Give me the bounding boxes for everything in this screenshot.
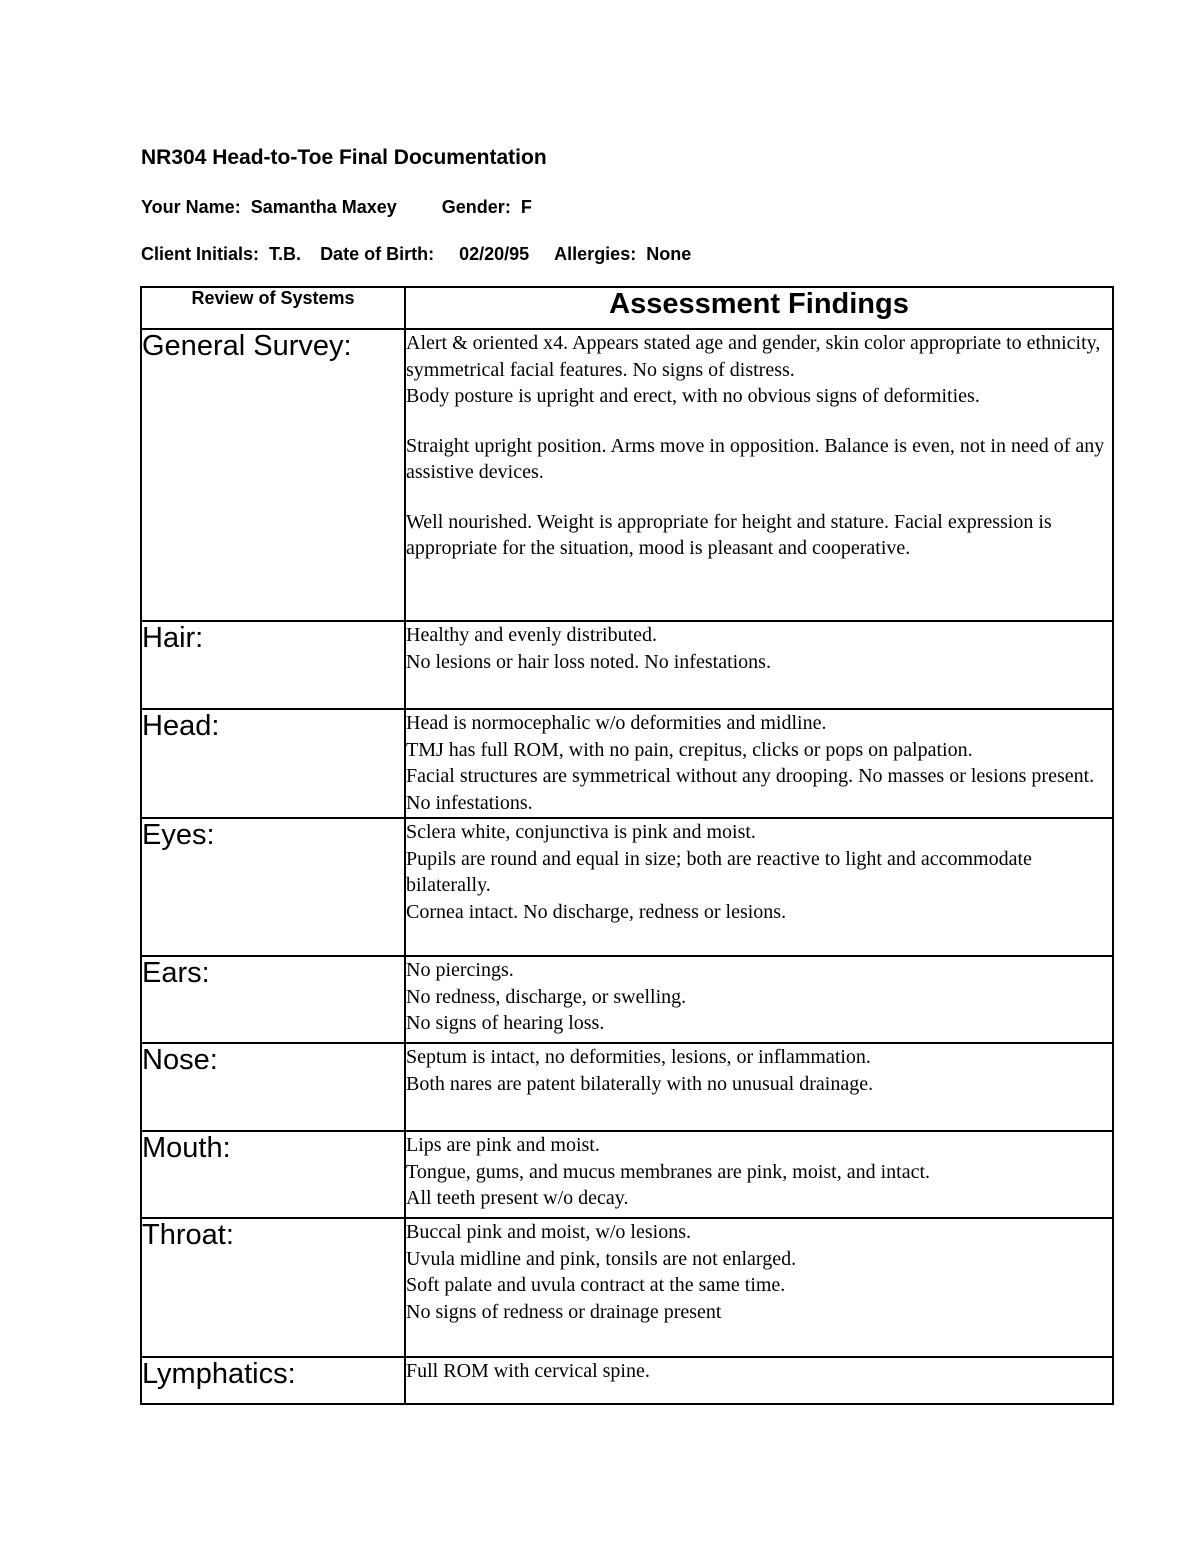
finding-line: No signs of redness or drainage present [406, 1300, 722, 1323]
finding-line: Tongue, gums, and mucus membranes are pink, moist, and intact. [406, 1160, 931, 1183]
gender-value: F [520, 197, 532, 217]
finding-line: Healthy and evenly distributed. [406, 624, 658, 646]
table-row [141, 956, 1113, 1043]
finding-line: Septum is intact, no deformities, lesions, or inflammation. [406, 1046, 871, 1068]
finding-line: Alert & oriented x4. Appears stated age and gender, skin color appropriate to ethnicity, symmetrical facial features. No signs of distress. [406, 332, 1101, 381]
finding-line: Well nourished. Weight is appropriate for height and stature. Facial expression is appropriate for the situation, mood is pleasant and cooperative. [406, 510, 1052, 559]
assessment-findings-header: Assessment Findings [405, 287, 1113, 329]
client-initials-value: T.B. [269, 244, 302, 264]
student-info-row [141, 197, 532, 218]
findings-cell [405, 1043, 1113, 1131]
finding-line: Uvula midline and pink, tonsils are not enlarged. [406, 1247, 797, 1270]
system-label: Hair: [141, 621, 405, 709]
finding-line: TMJ has full ROM, with no pain, crepitus, clicks or pops on palpation. [406, 738, 973, 761]
table-row [141, 1131, 1113, 1218]
table-row [141, 621, 1113, 709]
system-label: Mouth: [141, 1131, 405, 1218]
system-label: Throat: [141, 1218, 405, 1357]
finding-line: No redness, discharge, or swelling. [406, 985, 687, 1008]
finding-line: No signs of hearing loss. [406, 1012, 605, 1034]
name-value: Samantha Maxey [250, 197, 397, 217]
finding-line: Pupils are round and equal in size; both are reactive to light and accommodate bilaterally. [406, 847, 1032, 896]
document-title: NR304 Head-to-Toe Final Documentation [141, 146, 547, 169]
finding-line: Soft palate and uvula contract at the same time. [406, 1274, 786, 1296]
finding-line: Straight upright position. Arms move in opposition. Balance is even, not in need of any assistive devices. [406, 434, 1105, 483]
table-row [141, 709, 1113, 818]
finding-line: Head is normocephalic w/o deformities and midline. [406, 712, 827, 734]
review-of-systems-header: Review of Systems [141, 287, 405, 329]
finding-line: Buccal pink and moist, w/o lesions. [406, 1221, 691, 1243]
finding-line: Body posture is upright and erect, with no obvious signs of deformities. [406, 385, 980, 407]
dob-label: Date of Birth: [320, 244, 435, 264]
findings-cell [405, 1131, 1113, 1218]
findings-cell [405, 621, 1113, 709]
table-row [141, 818, 1113, 956]
findings-cell [405, 709, 1113, 818]
client-info-row [141, 244, 691, 265]
dob-value: 02/20/95 [459, 244, 530, 264]
finding-line: Both nares are patent bilaterally with no unusual drainage. [406, 1072, 874, 1095]
allergies-label: Allergies: [554, 244, 637, 264]
finding-line: Facial structures are symmetrical without any drooping. No masses or lesions present. No infestations. [406, 765, 1095, 814]
system-label: General Survey: [141, 329, 405, 621]
finding-line: Sclera white, conjunctiva is pink and moist. [406, 821, 756, 843]
findings-cell [405, 1218, 1113, 1357]
table-row [141, 1043, 1113, 1131]
finding-line: All teeth present w/o decay. [406, 1187, 629, 1209]
finding-line: Lips are pink and moist. [406, 1134, 600, 1156]
system-label: Ears: [141, 956, 405, 1043]
findings-cell [405, 818, 1113, 956]
table-row [141, 329, 1113, 621]
finding-line: Full ROM with cervical spine. [406, 1360, 650, 1382]
finding-line: No lesions or hair loss noted. No infestations. [406, 650, 771, 673]
table-row [141, 1218, 1113, 1357]
finding-line: Cornea intact. No discharge, redness or lesions. [406, 900, 787, 923]
findings-cell [405, 329, 1113, 621]
gender-label: Gender: [441, 197, 511, 217]
findings-cell [405, 1357, 1113, 1404]
name-label: Your Name: [141, 197, 241, 217]
findings-cell [405, 956, 1113, 1043]
system-label: Lymphatics: [141, 1357, 405, 1404]
table-row [141, 1357, 1113, 1404]
review-of-systems-table [140, 286, 1114, 1405]
system-label: Head: [141, 709, 405, 818]
system-label: Eyes: [141, 818, 405, 956]
table-header-row [141, 287, 1113, 329]
client-initials-label: Client Initials: [141, 244, 260, 264]
system-label: Nose: [141, 1043, 405, 1131]
finding-line: No piercings. [406, 959, 514, 981]
allergies-value: None [646, 244, 692, 264]
